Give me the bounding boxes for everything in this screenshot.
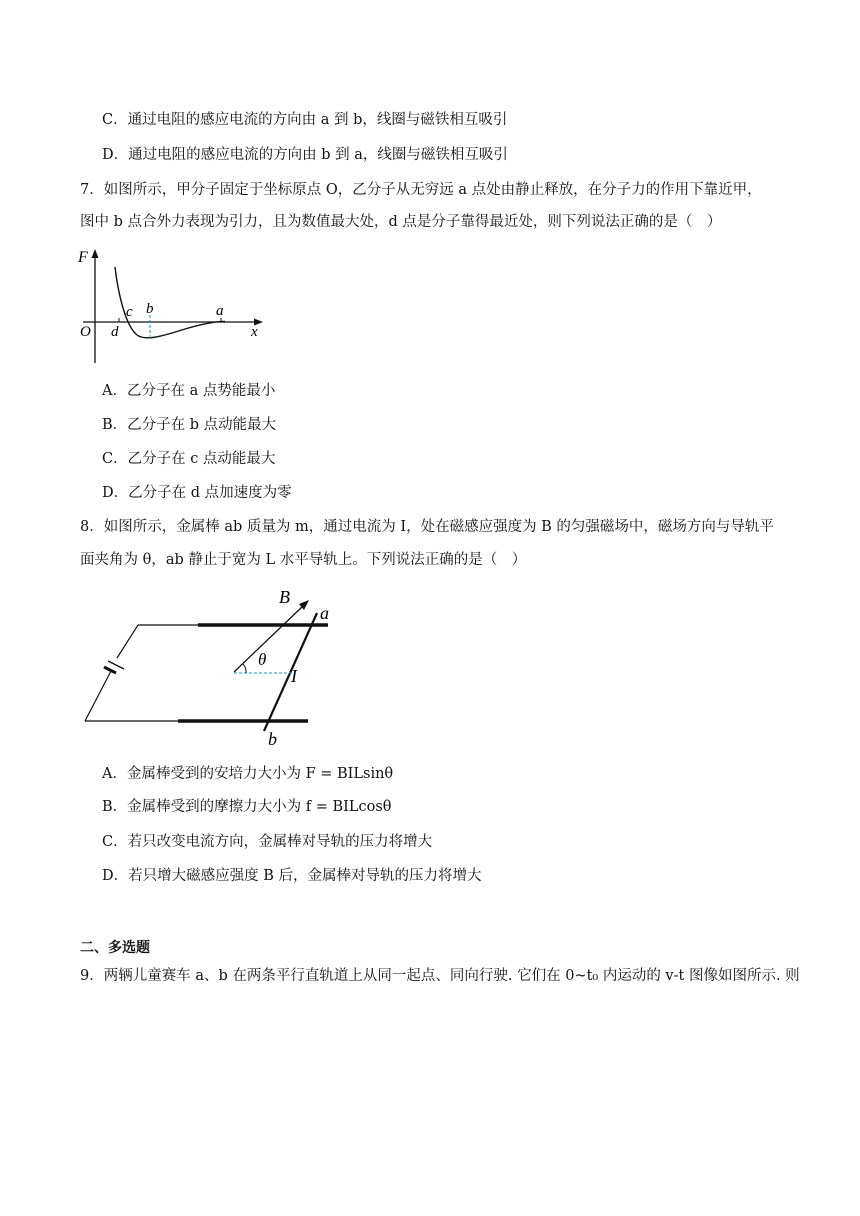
q7-option-a: A．乙分子在 a 点势能最小 [102,383,276,399]
q7-stem-line1: 7．如图所示，甲分子固定于坐标原点 O，乙分子从无穷远 a 点处由静止释放，在分子力的作用下靠近甲， [80,182,762,198]
q9-stem-line1: 9．两辆儿童赛车 a、b 在两条平行直轨道上从同一起点、同向行驶. 它们在 0~t₀ 内运动的 v-t 图像如图所示. 则 [80,968,800,984]
q7-stem-line2: 图中 b 点合外力表现为引力，且为数值最大处，d 点是分子靠得最近处，则下列说法正确的是（ ） [80,214,722,230]
q6-option-c: C．通过电阻的感应电流的方向由 a 到 b，线圈与磁铁相互吸引 [102,112,508,128]
q8-option-a: A．金属棒受到的安培力大小为 F = BILsinθ [102,766,394,782]
q7-label-a: a [216,303,224,319]
q8-rail-diagram [80,585,350,750]
q7-option-b: B．乙分子在 b 点动能最大 [102,417,277,433]
q7-label-F: F [78,249,88,266]
q7-label-x: x [251,324,258,340]
q8-label-theta: θ [258,650,267,669]
q8-stem-line1: 8．如图所示，金属棒 ab 质量为 m，通过电流为 I，处在磁感应强度为 B 的匀强磁场中，磁场方向与导轨平 [80,519,774,535]
q8-option-b: B．金属棒受到的摩擦力大小为 f = BILcosθ [102,799,392,815]
q7-label-O: O [80,324,91,340]
q7-label-b: b [146,301,154,317]
q6-option-d: D．通过电阻的感应电流的方向由 b 到 a，线圈与磁铁相互吸引 [102,147,508,163]
q8-option-c: C．若只改变电流方向，金属棒对导轨的压力将增大 [102,834,433,850]
q7-option-d: D．乙分子在 d 点加速度为零 [102,485,292,501]
q7-label-d: d [111,324,119,340]
section-heading-multiple-choice: 二、多选题 [80,940,150,956]
q7-force-graph [75,245,275,370]
q8-label-B: B [279,587,290,607]
q7-option-c: C．乙分子在 c 点动能最大 [102,451,276,467]
q8-label-a: a [320,603,329,623]
q8-label-b: b [268,729,277,749]
q8-stem-line2: 面夹角为 θ，ab 静止于宽为 L 水平导轨上。下列说法正确的是（ ） [80,552,527,568]
q7-label-c: c [126,304,133,320]
q8-label-I: I [291,666,297,686]
q8-option-d: D．若只增大磁感应强度 B 后，金属棒对导轨的压力将增大 [102,868,482,884]
